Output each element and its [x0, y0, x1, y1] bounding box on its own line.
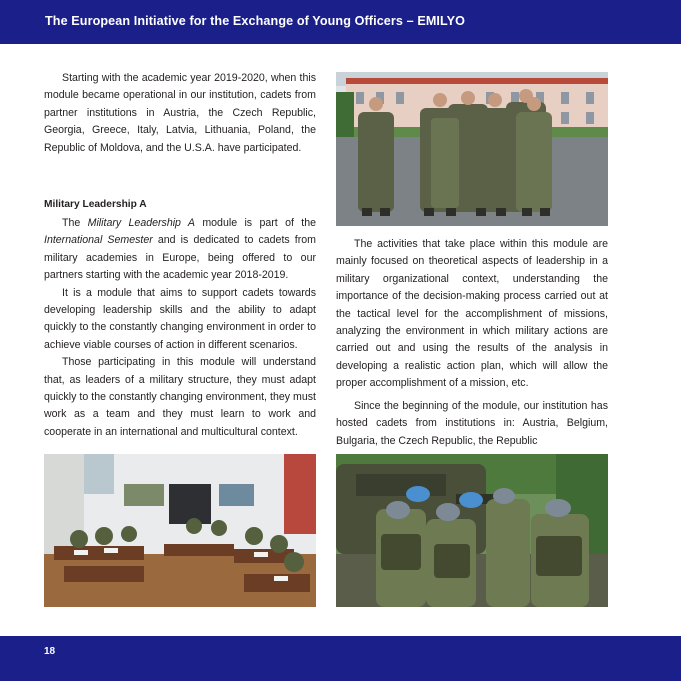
- cadets-formation-photo: [336, 72, 608, 226]
- intro-paragraph: Starting with the academic year 2019-2020, when this module became operational in our institution, cadets from partner institutions in Austria, the Czech Republic, Georgia, Greece, Italy, Latvia, Lithuania, Poland, the Republic of Moldova, and the U.S.A. have participated.: [44, 72, 316, 154]
- leadership-paragraph-2: It is a module that aims to support cadets towards developing leadership skills and the ability to adapt quickly to the constantly changing environment in order to achieve viable courses of action in different scenarios.: [44, 286, 316, 351]
- semester-name-emphasis: International Semester: [44, 234, 153, 247]
- leadership-paragraph-3: Those participating in this module will understand that, as leaders of a military structure, they must adapt quickly to the constantly changing environment, they must work as a team and they must learn to work and cooperate in an international and multicultural context.: [44, 356, 316, 438]
- page-footer-band: [0, 636, 681, 681]
- right-text-block-1: [336, 236, 608, 393]
- activities-paragraph: The activities that take place within this module are mainly focused on theoretical aspects of leadership in a military organizational context, understanding the importance of the decision-making process carried out at the tactical level for the accomplishment of missions, analyzing the environment in which military actions are carried out and using the results of the analysis in developing a realistic action plan, which will allow the proper accomplishment of a mission, etc.: [336, 238, 608, 390]
- left-text-block: [44, 215, 316, 441]
- header-title: The European Initiative for the Exchange of Young Officers – EMILYO: [45, 14, 466, 28]
- intro-paragraph-block: [44, 70, 316, 157]
- module-name-emphasis: Military Leadership A: [87, 217, 195, 229]
- page-header-band: [0, 0, 681, 44]
- armored-vehicle-photo: [336, 454, 608, 607]
- classroom-photo: [44, 454, 316, 607]
- section-heading: Military Leadership A: [44, 199, 147, 210]
- page-number: 18: [44, 646, 56, 657]
- hosted-cadets-paragraph: Since the beginning of the module, our institution has hosted cadets from institutions in: Austria, Belgium, Bulgaria, the Czech Republic, the Republic: [336, 400, 608, 447]
- leadership-paragraph-1: The Military Leadership A module is part of the International Semester and is dedicated to cadets from military academies in Europe, being offered to our partners starting with the academic year 2018-2019.: [44, 217, 316, 282]
- right-text-block-2: [336, 398, 608, 450]
